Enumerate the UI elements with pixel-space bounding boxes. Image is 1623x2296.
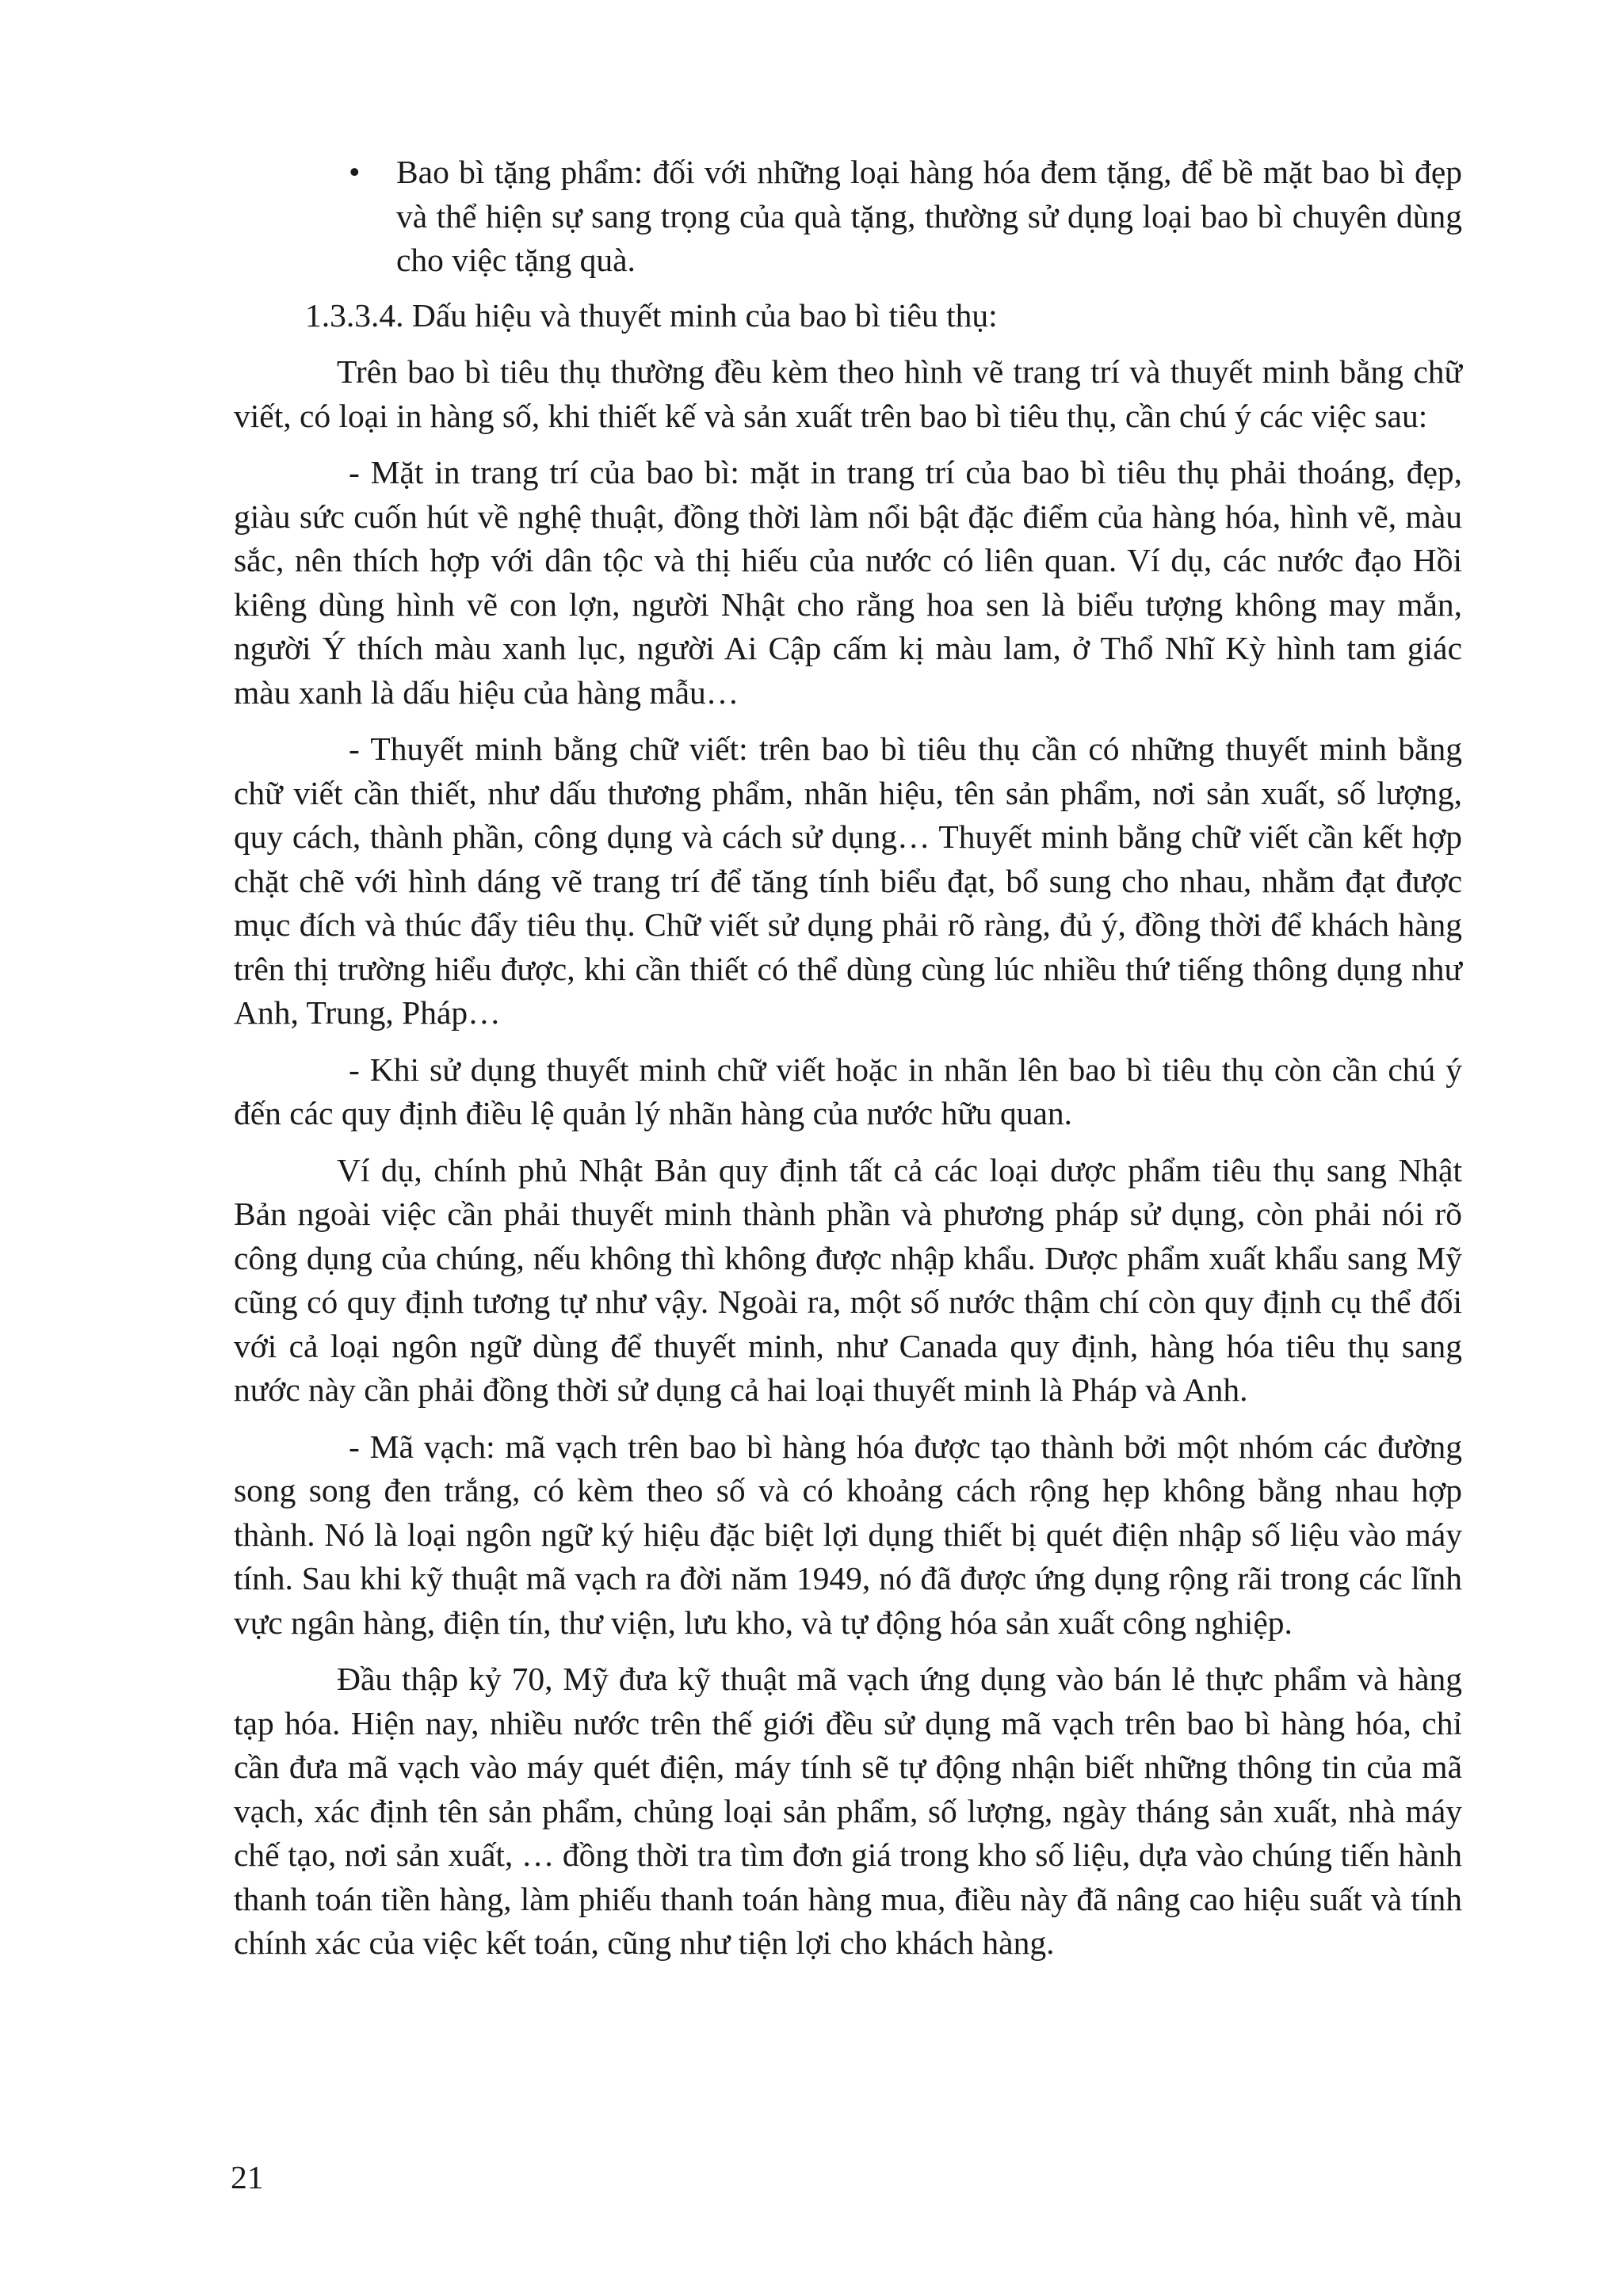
paragraph-decorative-print: - Mặt in trang trí của bao bì: mặt in trang trí của bao bì tiêu thụ phải thoáng, đẹp, giàu sức cuốn hút về nghệ thuật, đồng thời làm nổi bật đặc điểm của hàng hóa, hình vẽ, màu sắc, nên thích hợp với dân tộc và thị hiếu của nước có liên quan. Ví dụ, các nước đạo Hồi kiêng dùng hình vẽ con lợn, người Nhật cho rằng hoa sen là biểu tượng không may mắn, người Ý thích màu xanh lục, người Ai Cập cấm kị màu lam, ở Thổ Nhĩ Kỳ hình tam giác màu xanh là dấu hiệu của hàng mẫu… bbox=[234, 454, 1462, 711]
paragraph-example-japan: Ví dụ, chính phủ Nhật Bản quy định tất cả các loại dược phẩm tiêu thụ sang Nhật Bản ngoài việc cần phải thuyết minh thành phần và phương pháp sử dụng, còn phải nói rõ công dụng của chúng, nếu không thì không được nhập khẩu. Dược phẩm xuất khẩu sang Mỹ cũng có quy định tương tự như vậy. Ngoài ra, một số nước thậm chí còn quy định cụ thể đối với cả loại ngôn ngữ dùng để thuyết minh, như Canada quy định, hàng hóa tiêu thụ sang nước này cần phải đồng thời sử dụng cả hai loại thuyết minh là Pháp và Anh. bbox=[234, 1151, 1462, 1408]
bullet-item-gift-packaging bbox=[234, 151, 1462, 283]
paragraph-barcode: - Mã vạch: mã vạch trên bao bì hàng hóa được tạo thành bởi một nhóm các đường song song đen trắng, có kèm theo số và có khoảng cách rộng hẹp không bằng nhau hợp thành. Nó là loại ngôn ngữ ký hiệu đặc biệt lợi dụng thiết bị quét điện nhập số liệu vào máy tính. Sau khi kỹ thuật mã vạch ra đời năm 1949, nó đã được ứng dụng rộng rãi trong các lĩnh vực ngân hàng, điện tín, thư viện, lưu kho, và tự động hóa sản xuất công nghiệp. bbox=[234, 1428, 1462, 1641]
page-number: 21 bbox=[231, 2159, 264, 2195]
bullet-text: Bao bì tặng phẩm: đối với những loại hàng hóa đem tặng, để bề mặt bao bì đẹp và thể hiện sự sang trọng của quà tặng, thường sử dụng loại bao bì chuyên dùng cho việc tặng quà. bbox=[396, 154, 1462, 278]
bullet-marker: • bbox=[349, 154, 361, 190]
body-text bbox=[234, 151, 1462, 1978]
paragraph-label-regulations: - Khi sử dụng thuyết minh chữ viết hoặc in nhãn lên bao bì tiêu thụ còn cần chú ý đến các quy định điều lệ quản lý nhãn hàng của nước hữu quan. bbox=[234, 1051, 1462, 1131]
paragraph-barcode-usage: Đầu thập kỷ 70, Mỹ đưa kỹ thuật mã vạch ứng dụng vào bán lẻ thực phẩm và hàng tạp hóa. Hiện nay, nhiều nước trên thế giới đều sử dụng mã vạch trên bao bì hàng hóa, chỉ cần đưa mã vạch vào máy quét điện, máy tính sẽ tự động nhận biết những thông tin của mã vạch, xác định tên sản phẩm, chủng loại sản phẩm, số lượng, ngày tháng sản xuất, nhà máy chế tạo, nơi sản xuất, … đồng thời tra tìm đơn giá trong kho số liệu, dựa vào chúng tiến hành thanh toán tiền hàng, làm phiếu thanh toán hàng mua, điều này đã nâng cao hiệu suất và tính chính xác của việc kết toán, cũng như tiện lợi cho khách hàng. bbox=[234, 1661, 1462, 1961]
section-heading: 1.3.3.4. Dấu hiệu và thuyết minh của bao bì tiêu thụ: bbox=[305, 296, 998, 334]
paragraph-intro: Trên bao bì tiêu thụ thường đều kèm theo hình vẽ trang trí và thuyết minh bằng chữ viết, có loại in hàng số, khi thiết kế và sản xuất trên bao bì tiêu thụ, cần chú ý các việc sau: bbox=[234, 353, 1462, 434]
paragraph-written-description: - Thuyết minh bằng chữ viết: trên bao bì tiêu thụ cần có những thuyết minh bằng chữ viết cần thiết, như dấu thương phẩm, nhãn hiệu, tên sản phẩm, nơi sản xuất, số lượng, quy cách, thành phần, công dụng và cách sử dụng… Thuyết minh bằng chữ viết cần kết hợp chặt chẽ với hình dáng vẽ trang trí để tăng tính biểu đạt, bổ sung cho nhau, nhằm đạt được mục đích và thúc đẩy tiêu thụ. Chữ viết sử dụng phải rõ ràng, đủ ý, đồng thời để khách hàng trên thị trường hiểu được, khi cần thiết có thể dùng cùng lúc nhiều thứ tiếng thông dụng như Anh, Trung, Pháp… bbox=[234, 730, 1462, 1031]
